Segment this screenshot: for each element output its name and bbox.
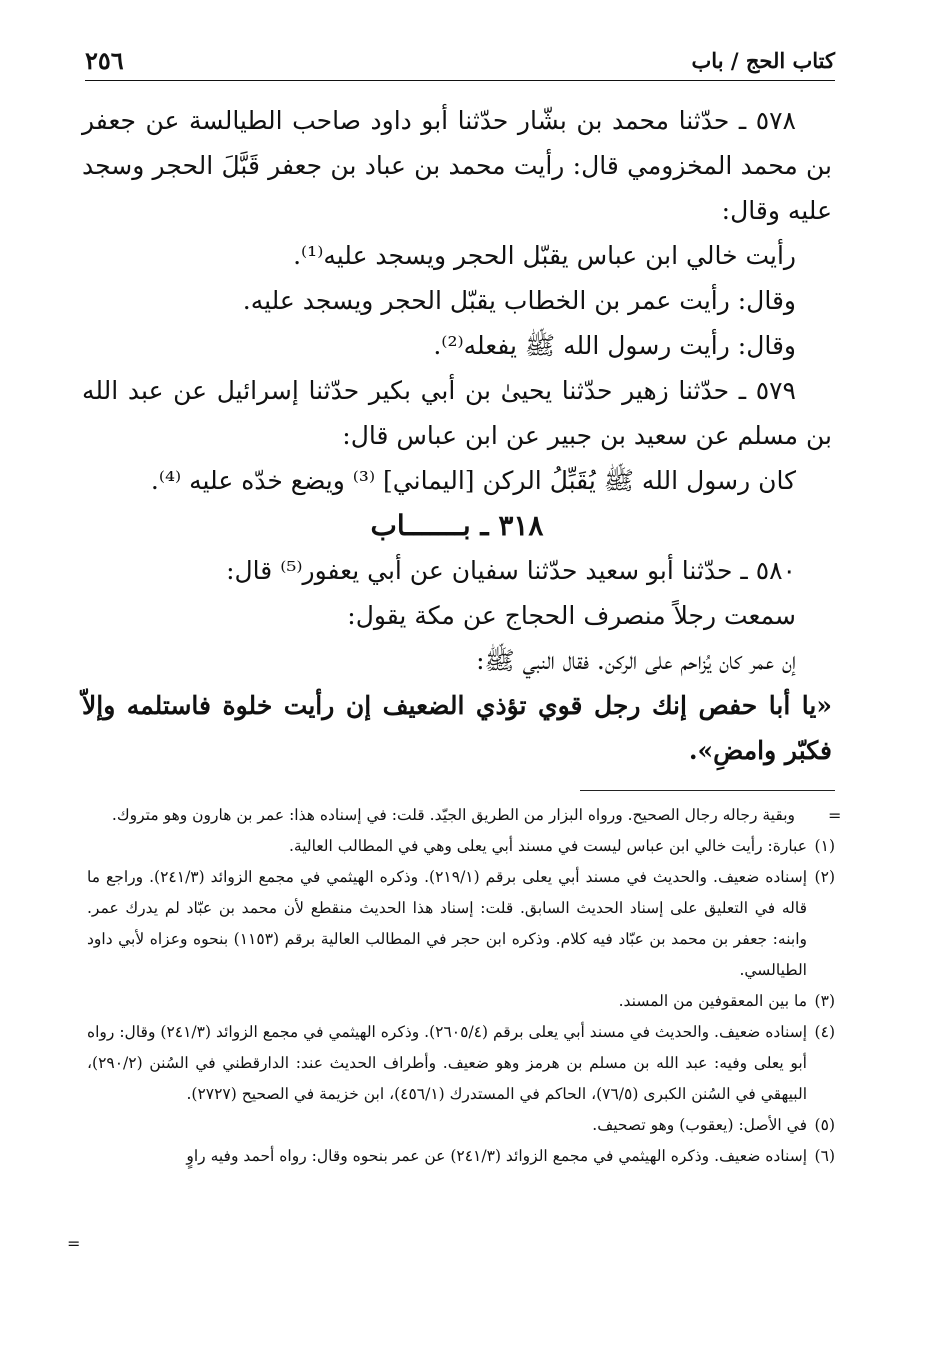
footnote-5 xyxy=(87,1110,835,1141)
hadith-579-line-1: كان رسول الله ﷺ يُقَبِّلُ الركن [اليماني] ⁽³⁾ ويضع خدّه عليه ⁽⁴⁾. xyxy=(150,466,796,495)
main-text xyxy=(82,98,832,773)
running-title: كتاب الحج / باب xyxy=(691,48,835,73)
hadith-578-line-2: وقال: رأيت عمر بن الخطاب يقبّل الحجر ويسجد عليه. xyxy=(242,286,796,315)
hadith-578-line-3: وقال: رأيت رسول الله ﷺ يفعله⁽²⁾. xyxy=(433,331,796,360)
footnote-text: إسناده ضعيف. والحديث في مسند أبي يعلى برقم (٢١٩/١). وذكره الهيثمي في مجمع الزوائد (٢٤١/٣). وراجع ما قاله في التعليق على إسناد الحديث السابق. قلت: إسناد هذا الحديث منقطع لأن محمد بن عبّاد لم يدرك عمر. وابنه: جعفر بن محمد بن عبّاد فيه كلام. وذكره ابن حجر في المطالب العالية برقم (١١٥٣) بنحوه وعزاه لأبي داود الطيالسي. xyxy=(87,868,808,979)
footnote-6 xyxy=(87,1141,835,1172)
footnote-text: في الأصل: (يعقوب) وهو تصحيف. xyxy=(592,1116,807,1134)
footnote-number: (١) xyxy=(814,837,835,855)
footnote-number: (٥) xyxy=(814,1116,835,1134)
hadith-579-intro: ٥٧٩ ـ حدّثنا زهير حدّثنا يحيىٰ بن أبي بكير حدّثنا إسرائيل عن عبد الله بن مسلم عن سعيد بن جبير عن ابن عباس قال: xyxy=(82,376,832,450)
footnote-number: (٤) xyxy=(814,1023,835,1041)
hadith-580-intro: ٥٨٠ ـ حدّثنا أبو سعيد حدّثنا سفيان عن أبي يعفور⁽⁵⁾ قال: xyxy=(226,556,796,585)
hadith-578-intro: ٥٧٨ ـ حدّثنا محمد بن بشّار حدّثنا أبو داود صاحب الطيالسة عن جعفر بن محمد المخزومي قال: رأيت محمد بن عباد بن جعفر قَبَّلَ الحجر وسجد عليه وقال: xyxy=(82,106,832,225)
footnote-number: (٣) xyxy=(814,992,835,1010)
footnote-1 xyxy=(87,831,835,862)
footnote-text: عبارة: رأيت خالي ابن عباس ليست في مسند أبي يعلى وهي في المطالب العالية. xyxy=(288,837,807,855)
footnote-2 xyxy=(87,862,835,986)
footnotes xyxy=(87,800,835,1172)
continuation-end-mark: = xyxy=(67,1234,81,1253)
footnote-continuation: وبقية رجاله رجال الصحيح. ورواه البزار من الطريق الجيّد. قلت: في إسناده هذا: عمر بن هارون وهو متروك. xyxy=(111,806,795,824)
footnote-number: (٦) xyxy=(814,1147,835,1165)
footnote-4 xyxy=(87,1017,835,1110)
footnote-number: (٢) xyxy=(814,868,835,886)
footnote-3 xyxy=(87,986,835,1017)
page-header xyxy=(85,42,835,81)
footnote-text: إسناده ضعيف. وذكره الهيثمي في مجمع الزوائد (٢٤١/٣) عن عمر بنحوه وقال: رواه أحمد وفيه راوٍ xyxy=(186,1147,807,1165)
hadith-578-line-1: رأيت خالي ابن عباس يقبّل الحجر ويسجد عليه⁽¹⁾. xyxy=(293,241,796,270)
continuation-mark: = xyxy=(828,806,842,825)
hadith-580-line-1: سمعت رجلاً منصرف الحجاج عن مكة يقول: xyxy=(347,601,796,630)
hadith-580-quote: «يا أبا حفص إنك رجل قوي تؤذي الضعيف إن رأيت خلوة فاستلمه وإلاّ فكبّر وامضِ». xyxy=(82,691,832,765)
hadith-580-line-2: إن عمر كان يُزاحم على الركن. فقال النبي ﷺ: xyxy=(476,646,796,675)
footnote-separator xyxy=(580,790,835,791)
footnote-text: ما بين المعقوفين من المسند. xyxy=(618,992,807,1010)
footnote-text: إسناده ضعيف. والحديث في مسند أبي يعلى برقم (٢٦٠٥/٤). وذكره الهيثمي في مجمع الزوائد (٢٤١/٣) وقال: رواه أبو يعلى وفيه: عبد الله بن مسلم بن هرمز وهو ضعيف. وأطراف الحديث عند: الدارقطني في السُنن (٢٩٠/٢)، البيهقي في السُنن الكبرى (٧٦/٥)، الحاكم في المستدرك (٤٥٦/١)، ابن خزيمة في الصحيح (٢٧٢٧). xyxy=(87,1023,807,1103)
page-number: ٢٥٦ xyxy=(85,46,124,75)
bab-title: ٣١٨ ـ بـــــــاب xyxy=(370,509,544,542)
